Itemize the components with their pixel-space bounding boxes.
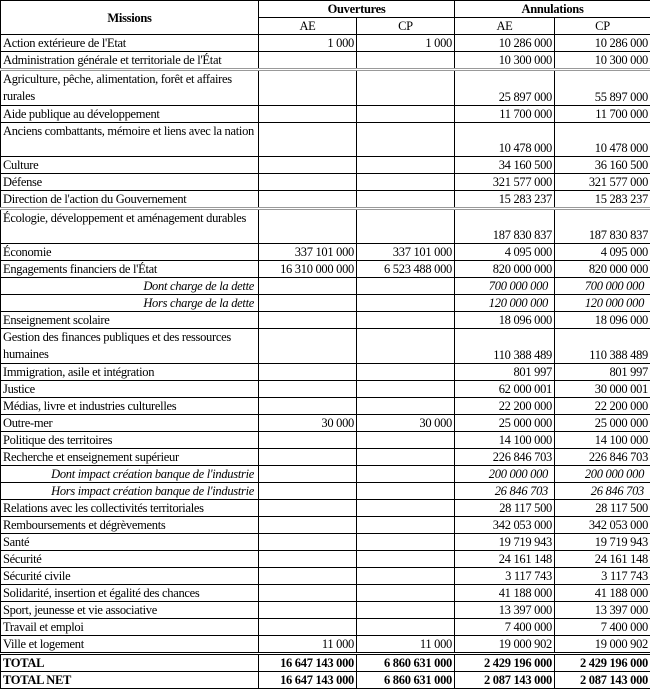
ouvertures-ae-cell <box>259 500 357 517</box>
annulations-cp-cell: 120 000 000 <box>555 295 650 312</box>
annulations-ae-cell: 22 200 000 <box>455 398 555 415</box>
annulations-cp-cell: 3 117 743 <box>555 568 650 585</box>
header-ouvertures: Ouvertures <box>259 1 455 18</box>
table-row <box>1 174 650 191</box>
total-row <box>1 672 650 689</box>
ouvertures-ae-cell <box>259 432 357 449</box>
annulations-ae-cell: 28 117 500 <box>455 500 555 517</box>
annulations-cp-cell: 41 188 000 <box>555 585 650 602</box>
mission-label-cell: Solidarité, insertion et égalité des chances <box>1 585 259 602</box>
ouvertures-ae-cell <box>259 466 357 483</box>
annulations-cp-cell: 187 830 837 <box>555 209 650 244</box>
ouvertures-ae-cell: 16 647 143 000 <box>259 672 357 689</box>
annulations-cp-cell: 28 117 500 <box>555 500 650 517</box>
ouvertures-ae-cell <box>259 209 357 244</box>
mission-label-cell: Recherche et enseignement supérieur <box>1 449 259 466</box>
table-row <box>1 244 650 261</box>
annulations-ae-cell: 4 095 000 <box>455 244 555 261</box>
annulations-ae-cell: 3 117 743 <box>455 568 555 585</box>
annulations-ae-cell: 13 397 000 <box>455 602 555 619</box>
ouvertures-ae-cell: 11 000 <box>259 636 357 654</box>
table-row <box>1 123 650 157</box>
header-annulations: Annulations <box>455 1 650 18</box>
table-row <box>1 398 650 415</box>
mission-label-cell: Relations avec les collectivités territoriales <box>1 500 259 517</box>
annulations-cp-cell: 2 087 143 000 <box>555 672 650 689</box>
annulations-cp-cell: 700 000 000 <box>555 278 650 295</box>
annulations-cp-cell: 22 200 000 <box>555 398 650 415</box>
annulations-cp-cell: 19 000 902 <box>555 636 650 654</box>
annulations-cp-cell: 4 095 000 <box>555 244 650 261</box>
ouvertures-ae-cell <box>259 123 357 157</box>
ouvertures-ae-cell <box>259 398 357 415</box>
annulations-cp-cell: 15 283 237 <box>555 191 650 209</box>
table-row <box>1 449 650 466</box>
ouvertures-cp-cell <box>357 295 455 312</box>
ouvertures-ae-cell <box>259 568 357 585</box>
ouvertures-ae-cell: 16 647 143 000 <box>259 654 357 672</box>
mission-label-cell: Dont impact création banque de l'industrie <box>1 466 259 483</box>
table-row <box>1 209 650 244</box>
mission-label-cell: Outre-mer <box>1 415 259 432</box>
header-ouvertures-ae: AE <box>259 18 357 35</box>
ouvertures-cp-cell <box>357 329 455 364</box>
annulations-cp-cell: 200 000 000 <box>555 466 650 483</box>
ouvertures-ae-cell <box>259 449 357 466</box>
ouvertures-cp-cell <box>357 500 455 517</box>
ouvertures-ae-cell: 1 000 <box>259 35 357 52</box>
mission-label-cell: Dont charge de la dette <box>1 278 259 295</box>
table-body <box>1 35 650 689</box>
annulations-cp-cell: 13 397 000 <box>555 602 650 619</box>
annulations-ae-cell: 26 846 703 <box>455 483 555 500</box>
ouvertures-ae-cell <box>259 174 357 191</box>
ouvertures-cp-cell: 6 523 488 000 <box>357 261 455 278</box>
ouvertures-cp-cell <box>357 364 455 381</box>
mission-label-cell: Santé <box>1 534 259 551</box>
annulations-cp-cell: 24 161 148 <box>555 551 650 568</box>
ouvertures-ae-cell <box>259 585 357 602</box>
ouvertures-cp-cell <box>357 483 455 500</box>
annulations-ae-cell: 110 388 489 <box>455 329 555 364</box>
ouvertures-ae-cell <box>259 551 357 568</box>
ouvertures-cp-cell <box>357 174 455 191</box>
annulations-ae-cell: 24 161 148 <box>455 551 555 568</box>
annulations-ae-cell: 10 300 000 <box>455 52 555 70</box>
annulations-cp-cell: 10 286 000 <box>555 35 650 52</box>
ouvertures-cp-cell: 6 860 631 000 <box>357 672 455 689</box>
mission-label-cell: Justice <box>1 381 259 398</box>
ouvertures-cp-cell <box>357 585 455 602</box>
annulations-ae-cell: 2 429 196 000 <box>455 654 555 672</box>
ouvertures-cp-cell <box>357 70 455 106</box>
annulations-cp-cell: 2 429 196 000 <box>555 654 650 672</box>
table-row <box>1 364 650 381</box>
annulations-cp-cell: 25 000 000 <box>555 415 650 432</box>
ouvertures-ae-cell <box>259 191 357 209</box>
sub-row <box>1 295 650 312</box>
ouvertures-cp-cell <box>357 106 455 123</box>
mission-label-cell: Gestion des finances publiques et des ressources humaines <box>1 329 259 364</box>
mission-label-cell: Économie <box>1 244 259 261</box>
annulations-ae-cell: 226 846 703 <box>455 449 555 466</box>
mission-label-cell: Hors impact création banque de l'industrie <box>1 483 259 500</box>
ouvertures-cp-cell: 11 000 <box>357 636 455 654</box>
mission-label-cell: Sécurité civile <box>1 568 259 585</box>
mission-label-cell: Aide publique au développement <box>1 106 259 123</box>
ouvertures-ae-cell: 30 000 <box>259 415 357 432</box>
ouvertures-cp-cell: 30 000 <box>357 415 455 432</box>
annulations-ae-cell: 801 997 <box>455 364 555 381</box>
annulations-cp-cell: 7 400 000 <box>555 619 650 636</box>
ouvertures-cp-cell <box>357 432 455 449</box>
table-row <box>1 585 650 602</box>
mission-label-cell: TOTAL <box>1 654 259 672</box>
table-row <box>1 312 650 329</box>
ouvertures-cp-cell <box>357 534 455 551</box>
annulations-cp-cell: 820 000 000 <box>555 261 650 278</box>
mission-label-cell: Ville et logement <box>1 636 259 654</box>
table-row <box>1 534 650 551</box>
annulations-cp-cell: 321 577 000 <box>555 174 650 191</box>
annulations-ae-cell: 2 087 143 000 <box>455 672 555 689</box>
table-row <box>1 157 650 174</box>
annulations-cp-cell: 19 719 943 <box>555 534 650 551</box>
ouvertures-cp-cell <box>357 517 455 534</box>
ouvertures-cp-cell: 6 860 631 000 <box>357 654 455 672</box>
annulations-ae-cell: 19 719 943 <box>455 534 555 551</box>
mission-label-cell: Politique des territoires <box>1 432 259 449</box>
mission-label-cell: Engagements financiers de l'État <box>1 261 259 278</box>
ouvertures-cp-cell <box>357 449 455 466</box>
mission-label-cell: Anciens combattants, mémoire et liens avec la nation <box>1 123 259 157</box>
ouvertures-cp-cell <box>357 568 455 585</box>
mission-label-cell: Sécurité <box>1 551 259 568</box>
mission-label-cell: TOTAL NET <box>1 672 259 689</box>
table-row <box>1 602 650 619</box>
table-row <box>1 329 650 364</box>
annulations-ae-cell: 62 000 001 <box>455 381 555 398</box>
ouvertures-ae-cell: 337 101 000 <box>259 244 357 261</box>
ouvertures-cp-cell <box>357 209 455 244</box>
annulations-ae-cell: 25 000 000 <box>455 415 555 432</box>
sub-row <box>1 278 650 295</box>
ouvertures-ae-cell <box>259 534 357 551</box>
table-row <box>1 619 650 636</box>
annulations-cp-cell: 801 997 <box>555 364 650 381</box>
mission-label-cell: Hors charge de la dette <box>1 295 259 312</box>
annulations-ae-cell: 120 000 000 <box>455 295 555 312</box>
ouvertures-cp-cell <box>357 278 455 295</box>
ouvertures-cp-cell: 337 101 000 <box>357 244 455 261</box>
ouvertures-cp-cell <box>357 123 455 157</box>
ouvertures-ae-cell: 16 310 000 000 <box>259 261 357 278</box>
annulations-cp-cell: 26 846 703 <box>555 483 650 500</box>
ouvertures-cp-cell <box>357 157 455 174</box>
table-row <box>1 636 650 654</box>
annulations-ae-cell: 14 100 000 <box>455 432 555 449</box>
ouvertures-cp-cell <box>357 381 455 398</box>
annulations-cp-cell: 18 096 000 <box>555 312 650 329</box>
ouvertures-ae-cell <box>259 329 357 364</box>
annulations-cp-cell: 226 846 703 <box>555 449 650 466</box>
annulations-cp-cell: 11 700 000 <box>555 106 650 123</box>
ouvertures-cp-cell <box>357 398 455 415</box>
annulations-ae-cell: 820 000 000 <box>455 261 555 278</box>
mission-label-cell: Remboursements et dégrèvements <box>1 517 259 534</box>
annulations-cp-cell: 30 000 001 <box>555 381 650 398</box>
table-row <box>1 191 650 209</box>
annulations-ae-cell: 19 000 902 <box>455 636 555 654</box>
ouvertures-ae-cell <box>259 602 357 619</box>
mission-label-cell: Travail et emploi <box>1 619 259 636</box>
header-annulations-cp: CP <box>555 18 650 35</box>
table-row <box>1 381 650 398</box>
sub-row <box>1 483 650 500</box>
annulations-ae-cell: 187 830 837 <box>455 209 555 244</box>
mission-label-cell: Médias, livre et industries culturelles <box>1 398 259 415</box>
annulations-cp-cell: 36 160 500 <box>555 157 650 174</box>
ouvertures-ae-cell <box>259 364 357 381</box>
table-row <box>1 415 650 432</box>
table-row <box>1 52 650 70</box>
mission-label-cell: Action extérieure de l'Etat <box>1 35 259 52</box>
ouvertures-ae-cell <box>259 278 357 295</box>
mission-label-cell: Sport, jeunesse et vie associative <box>1 602 259 619</box>
sub-row <box>1 466 650 483</box>
annulations-ae-cell: 10 478 000 <box>455 123 555 157</box>
annulations-ae-cell: 41 188 000 <box>455 585 555 602</box>
ouvertures-ae-cell <box>259 619 357 636</box>
table-row <box>1 551 650 568</box>
annulations-cp-cell: 342 053 000 <box>555 517 650 534</box>
ouvertures-ae-cell <box>259 70 357 106</box>
total-row <box>1 654 650 672</box>
ouvertures-cp-cell <box>357 619 455 636</box>
annulations-ae-cell: 18 096 000 <box>455 312 555 329</box>
header-ouvertures-cp: CP <box>357 18 455 35</box>
ouvertures-ae-cell <box>259 483 357 500</box>
mission-label-cell: Culture <box>1 157 259 174</box>
annulations-cp-cell: 110 388 489 <box>555 329 650 364</box>
annulations-ae-cell: 11 700 000 <box>455 106 555 123</box>
annulations-cp-cell: 10 478 000 <box>555 123 650 157</box>
ouvertures-cp-cell <box>357 551 455 568</box>
ouvertures-ae-cell <box>259 517 357 534</box>
table-row <box>1 432 650 449</box>
table-row <box>1 35 650 52</box>
ouvertures-ae-cell <box>259 106 357 123</box>
table-row <box>1 568 650 585</box>
mission-label-cell: Écologie, développement et aménagement durables <box>1 209 259 244</box>
mission-label-cell: Administration générale et territoriale de l'État <box>1 52 259 70</box>
table-row <box>1 500 650 517</box>
ouvertures-cp-cell <box>357 312 455 329</box>
mission-label-cell: Immigration, asile et intégration <box>1 364 259 381</box>
annulations-cp-cell: 55 897 000 <box>555 70 650 106</box>
mission-label-cell: Enseignement scolaire <box>1 312 259 329</box>
ouvertures-cp-cell <box>357 191 455 209</box>
table-row <box>1 261 650 278</box>
annulations-ae-cell: 7 400 000 <box>455 619 555 636</box>
ouvertures-cp-cell: 1 000 <box>357 35 455 52</box>
annulations-cp-cell: 10 300 000 <box>555 52 650 70</box>
ouvertures-ae-cell <box>259 157 357 174</box>
ouvertures-cp-cell <box>357 602 455 619</box>
mission-label-cell: Défense <box>1 174 259 191</box>
annulations-ae-cell: 700 000 000 <box>455 278 555 295</box>
table-row <box>1 70 650 106</box>
ouvertures-ae-cell <box>259 312 357 329</box>
header-annulations-ae: AE <box>455 18 555 35</box>
ouvertures-ae-cell <box>259 381 357 398</box>
table-row <box>1 517 650 534</box>
annulations-cp-cell: 14 100 000 <box>555 432 650 449</box>
ouvertures-cp-cell <box>357 52 455 70</box>
ouvertures-ae-cell <box>259 52 357 70</box>
mission-label-cell: Direction de l'action du Gouvernement <box>1 191 259 209</box>
annulations-ae-cell: 342 053 000 <box>455 517 555 534</box>
annulations-ae-cell: 15 283 237 <box>455 191 555 209</box>
annulations-ae-cell: 321 577 000 <box>455 174 555 191</box>
mission-label-cell: Agriculture, pêche, alimentation, forêt et affaires rurales <box>1 70 259 106</box>
table-row <box>1 106 650 123</box>
annulations-ae-cell: 25 897 000 <box>455 70 555 106</box>
ouvertures-ae-cell <box>259 295 357 312</box>
header-missions: Missions <box>1 1 259 35</box>
annulations-ae-cell: 200 000 000 <box>455 466 555 483</box>
ouvertures-cp-cell <box>357 466 455 483</box>
annulations-ae-cell: 10 286 000 <box>455 35 555 52</box>
annulations-ae-cell: 34 160 500 <box>455 157 555 174</box>
